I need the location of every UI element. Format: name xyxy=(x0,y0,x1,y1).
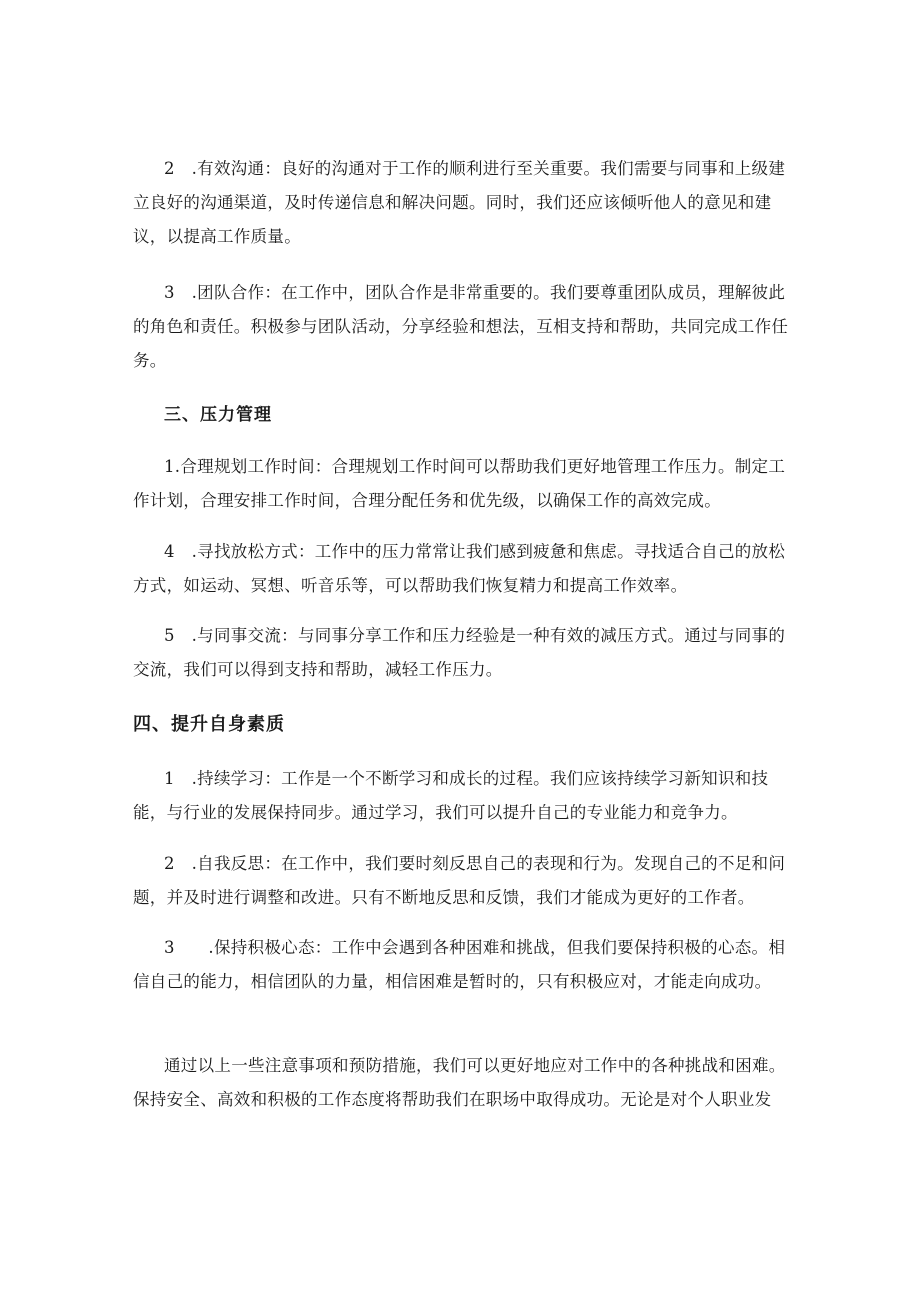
paragraph-continuous-learning: 1 .持续学习：工作是一个不断学习和成长的过程。我们应该持续学习新知识和技能，与行业的发展保持同步。通过学习，我们可以提升自己的专业能力和竞争力。 xyxy=(133,769,769,822)
paragraph-positive-attitude: 3 .保持积极心态：工作中会遇到各种困难和挑战，但我们要保持积极的心态。相信自己的能力，相信团队的力量，相信困难是暂时的，只有积极应对，才能走向成功。 xyxy=(133,938,786,991)
section-heading-stress-management: 三、压力管理 xyxy=(164,405,272,425)
paragraph-teamwork: 3 .团队合作：在工作中，团队合作是非常重要的。我们要尊重团队成员，理解彼此的角色和责任。积极参与团队活动，分享经验和想法，互相支持和帮助，共同完成工作任务。 xyxy=(133,283,789,370)
paragraph-conclusion: 通过以上一些注意事项和预防措施，我们可以更好地应对工作中的各种挑战和困难。保持安全、高效和积极的工作态度将帮助我们在职场中取得成功。无论是对个人职业发 xyxy=(133,1056,786,1109)
paragraph-relaxation: 4 .寻找放松方式：工作中的压力常常让我们感到疲惫和焦虑。寻找适合自己的放松方式，如运动、冥想、听音乐等，可以帮助我们恢复精力和提高工作效率。 xyxy=(133,542,786,595)
section-heading-self-improvement: 四、提升自身素质 xyxy=(133,714,285,735)
paragraph-time-planning: 1.合理规划工作时间：合理规划工作时间可以帮助我们更好地管理工作压力。制定工作计划，合理安排工作时间，合理分配任务和优先级，以确保工作的高效完成。 xyxy=(133,457,786,510)
paragraph-colleague-exchange: 5 .与同事交流：与同事分享工作和压力经验是一种有效的减压方式。通过与同事的交流，我们可以得到支持和帮助，减轻工作压力。 xyxy=(133,626,786,679)
paragraph-effective-communication: 2 .有效沟通：良好的沟通对于工作的顺利进行至关重要。我们需要与同事和上级建立良好的沟通渠道，及时传递信息和解决问题。同时，我们还应该倾听他人的意见和建议，以提高工作质量。 xyxy=(133,159,786,246)
paragraph-self-reflection: 2 .自我反思：在工作中，我们要时刻反思自己的表现和行为。发现自己的不足和问题，并及时进行调整和改进。只有不断地反思和反馈，我们才能成为更好的工作者。 xyxy=(133,854,786,907)
